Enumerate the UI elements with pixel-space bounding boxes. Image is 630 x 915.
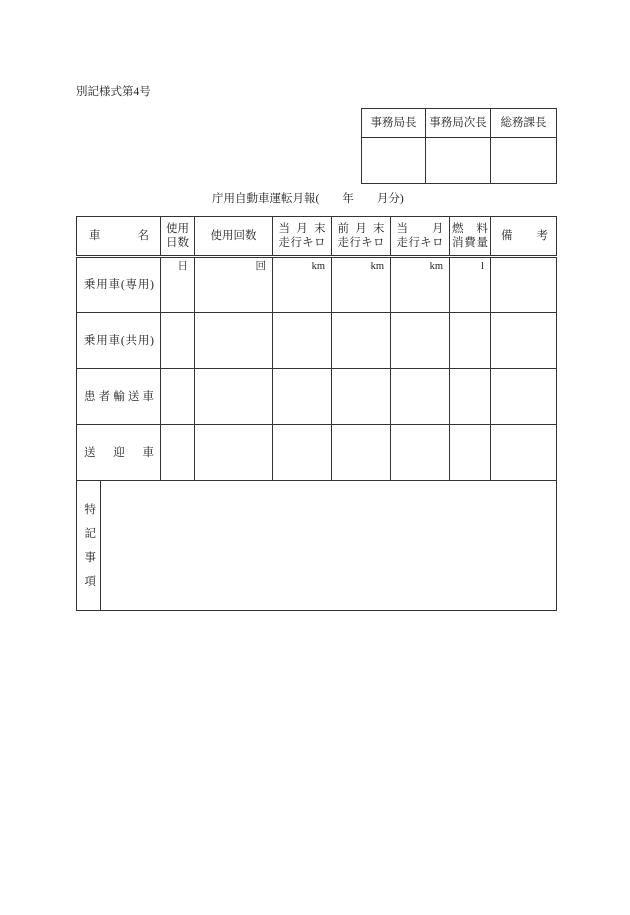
- header-fuel-line2: 消費量: [452, 237, 488, 249]
- approval-stamp-row: [362, 138, 557, 184]
- remarks-cell[interactable]: [491, 425, 557, 481]
- vehicle-name-cell: 乗用車(共用): [77, 313, 161, 369]
- days-used-cell[interactable]: [161, 313, 195, 369]
- header-prev-month-end-km-line1: 前 月 末: [337, 223, 385, 235]
- month-end-km-cell[interactable]: [273, 369, 332, 425]
- form-number: 別記様式第4号: [76, 86, 151, 98]
- header-days-used-line1: 使用: [166, 223, 189, 235]
- vehicle-log-table: [76, 216, 557, 611]
- header-remarks: 備 考: [491, 217, 557, 257]
- header-days-used-line2: 日数: [166, 237, 189, 249]
- special-notes-label: 特記事項: [83, 503, 96, 599]
- header-prev-month-end-km: [332, 217, 391, 257]
- times-used-cell[interactable]: 回: [195, 257, 273, 313]
- prev-month-end-km-cell[interactable]: [332, 425, 391, 481]
- fuel-cell[interactable]: [450, 369, 491, 425]
- remarks-cell[interactable]: [491, 257, 557, 313]
- month-km-cell[interactable]: [391, 313, 450, 369]
- times-used-cell[interactable]: [195, 313, 273, 369]
- document-title: 庁用自動車運転月報( 年 月分): [212, 193, 404, 205]
- header-days-used: [161, 217, 195, 257]
- approval-stamp-box-general-affairs-chief[interactable]: [491, 138, 557, 184]
- month-km-cell[interactable]: [391, 369, 450, 425]
- header-month-end-km: [273, 217, 332, 257]
- month-km-cell[interactable]: [391, 425, 450, 481]
- header-month-km: [391, 217, 450, 257]
- times-used-cell[interactable]: [195, 425, 273, 481]
- prev-month-end-km-cell[interactable]: [332, 313, 391, 369]
- approval-header-row: [362, 109, 557, 138]
- month-end-km-cell[interactable]: km: [273, 257, 332, 313]
- special-notes-section: [77, 481, 556, 610]
- header-times-used: 使用回数: [195, 217, 273, 257]
- prev-month-end-km-cell[interactable]: km: [332, 257, 391, 313]
- header-month-km-line1: 当 月: [396, 223, 444, 235]
- approval-stamp-box-deputy-director[interactable]: [426, 138, 491, 184]
- days-used-cell[interactable]: [161, 425, 195, 481]
- vehicle-name-cell: 乗用車(専用): [77, 257, 161, 313]
- times-used-cell[interactable]: [195, 369, 273, 425]
- month-end-km-cell[interactable]: [273, 425, 332, 481]
- table-row: [77, 425, 557, 481]
- approval-header-deputy-director: 事務局次長: [426, 109, 491, 138]
- table-row: [77, 313, 557, 369]
- fuel-cell[interactable]: [450, 425, 491, 481]
- header-month-km-line2: 走行キロ: [396, 237, 444, 249]
- remarks-cell[interactable]: [491, 313, 557, 369]
- approval-header-director: 事務局長: [362, 109, 426, 138]
- header-prev-month-end-km-line2: 走行キロ: [337, 237, 385, 249]
- special-notes-row: [77, 481, 557, 611]
- approval-header-general-affairs-chief: 総務課長: [491, 109, 557, 138]
- vehicle-name-cell: 患 者 輸 送 車: [77, 369, 161, 425]
- header-month-end-km-line1: 当 月 末: [278, 223, 326, 235]
- days-used-cell[interactable]: [161, 369, 195, 425]
- days-used-cell[interactable]: 日: [161, 257, 195, 313]
- prev-month-end-km-cell[interactable]: [332, 369, 391, 425]
- approval-stamp-table: [361, 108, 557, 184]
- special-notes-label-cell: [77, 481, 101, 610]
- fuel-cell[interactable]: [450, 313, 491, 369]
- remarks-cell[interactable]: [491, 369, 557, 425]
- header-row: [77, 217, 557, 257]
- special-notes-cell: [77, 481, 557, 611]
- header-fuel: [450, 217, 491, 257]
- approval-stamp-box-director[interactable]: [362, 138, 426, 184]
- special-notes-field[interactable]: [101, 481, 556, 610]
- table-row: [77, 257, 557, 313]
- header-vehicle-name: 車 名: [77, 217, 161, 257]
- header-fuel-line1: 燃 料: [452, 223, 488, 235]
- table-row: [77, 369, 557, 425]
- month-end-km-cell[interactable]: [273, 313, 332, 369]
- fuel-cell[interactable]: l: [450, 257, 491, 313]
- header-month-end-km-line2: 走行キロ: [278, 237, 326, 249]
- month-km-cell[interactable]: km: [391, 257, 450, 313]
- vehicle-name-cell: 送 迎 車: [77, 425, 161, 481]
